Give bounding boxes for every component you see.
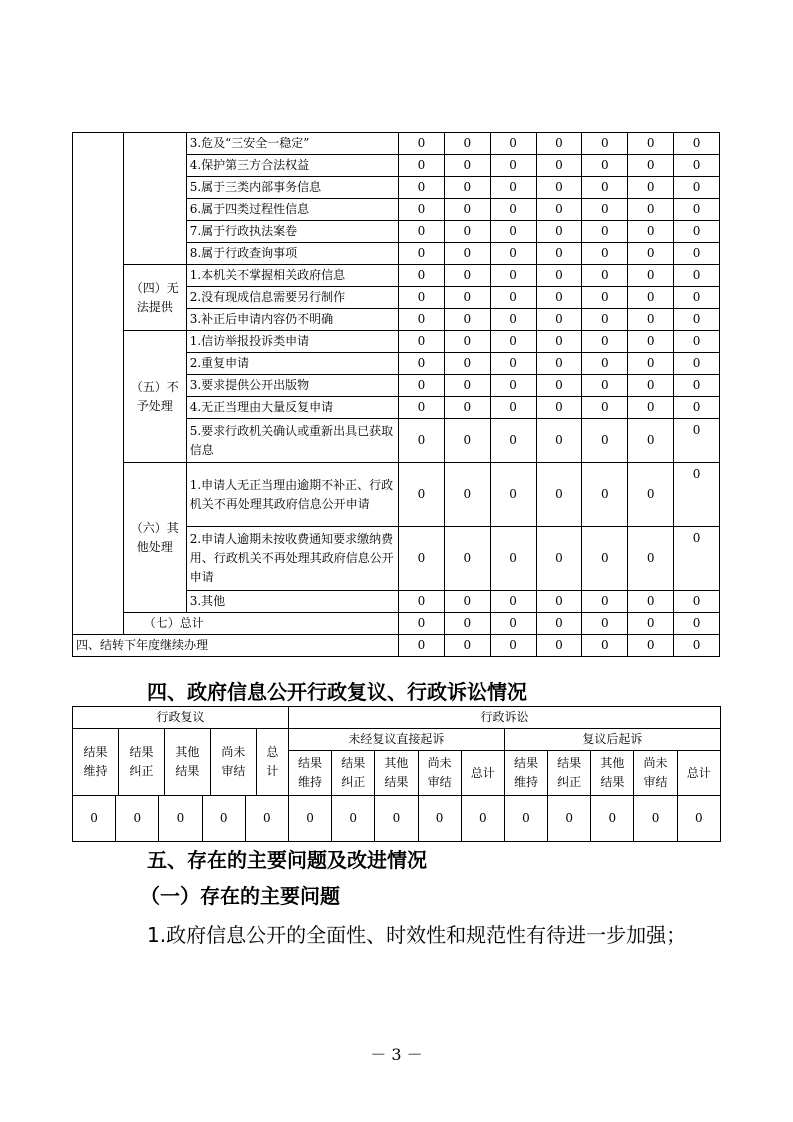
value-cell: 0 bbox=[674, 591, 720, 613]
value-cell: 0 bbox=[490, 177, 536, 199]
review-cols-cell bbox=[73, 729, 289, 796]
value-cell: 0 bbox=[490, 397, 536, 419]
value-cell: 0 bbox=[536, 243, 582, 265]
problem-paragraph-1: 1.政府信息公开的全面性、时效性和规范性有待进一步加强； bbox=[147, 923, 687, 947]
value-cell: 0 bbox=[490, 265, 536, 287]
value-cell: 0 bbox=[444, 463, 490, 527]
value-cell: 0 bbox=[674, 353, 720, 375]
value-cell: 0 bbox=[582, 635, 628, 657]
value-cell: 0 bbox=[490, 375, 536, 397]
value-cell: 0 bbox=[444, 375, 490, 397]
value-cell: 0 bbox=[536, 463, 582, 527]
value-cell: 0 bbox=[582, 265, 628, 287]
value-cell: 0 bbox=[536, 397, 582, 419]
value-cell: 0 bbox=[399, 133, 445, 155]
value-cell: 0 bbox=[399, 199, 445, 221]
table-row bbox=[73, 463, 720, 527]
value-cell: 0 bbox=[536, 331, 582, 353]
value-cell: 0 bbox=[628, 635, 674, 657]
row-label: 8.属于行政查询事项 bbox=[186, 243, 398, 265]
review-header: 行政复议 bbox=[73, 707, 289, 729]
value-cell: 0 bbox=[444, 199, 490, 221]
value-cell: 0 bbox=[461, 796, 504, 842]
value-cell: 0 bbox=[490, 309, 536, 331]
disposal-table bbox=[72, 132, 720, 657]
value-cell: 0 bbox=[536, 177, 582, 199]
value-cell: 0 bbox=[674, 243, 720, 265]
value-cell: 0 bbox=[490, 287, 536, 309]
value-cell: 0 bbox=[444, 591, 490, 613]
value-cell: 0 bbox=[628, 419, 674, 463]
value-cell: 0 bbox=[674, 199, 720, 221]
value-cell: 0 bbox=[582, 199, 628, 221]
value-cell: 0 bbox=[399, 287, 445, 309]
value-cell: 0 bbox=[628, 199, 674, 221]
value-cell: 0 bbox=[399, 309, 445, 331]
after-col-label: 结果纠正 bbox=[548, 751, 591, 796]
row-label: 2.没有现成信息需要另行制作 bbox=[186, 287, 398, 309]
review-litigation-table bbox=[72, 706, 721, 842]
value-cell: 0 bbox=[582, 463, 628, 527]
value-cell: 0 bbox=[536, 309, 582, 331]
table-row bbox=[73, 133, 720, 155]
value-cell: 0 bbox=[628, 155, 674, 177]
value-cell: 0 bbox=[582, 397, 628, 419]
value-cell: 0 bbox=[582, 243, 628, 265]
value-cell: 0 bbox=[674, 397, 720, 419]
value-cell: 0 bbox=[674, 635, 720, 657]
value-cell: 0 bbox=[444, 177, 490, 199]
value-cell: 0 bbox=[628, 177, 674, 199]
value-cell: 0 bbox=[490, 591, 536, 613]
review-col-label: 结果纠正 bbox=[118, 729, 164, 795]
group-blank-cell bbox=[123, 133, 186, 265]
value-cell: 0 bbox=[490, 419, 536, 463]
value-cell: 0 bbox=[674, 155, 720, 177]
value-cell: 0 bbox=[490, 463, 536, 527]
value-cell: 0 bbox=[444, 353, 490, 375]
value-cell: 0 bbox=[536, 287, 582, 309]
review-col-label: 结果维持 bbox=[83, 745, 108, 778]
value-cell: 0 bbox=[536, 419, 582, 463]
value-cell: 0 bbox=[674, 419, 720, 463]
after-col-label: 尚未审结 bbox=[634, 751, 677, 796]
value-cell: 0 bbox=[628, 463, 674, 527]
value-cell: 0 bbox=[399, 591, 445, 613]
value-cell: 0 bbox=[536, 221, 582, 243]
value-cell: 0 bbox=[490, 353, 536, 375]
table-row bbox=[73, 265, 720, 287]
value-cell: 0 bbox=[591, 796, 634, 842]
value-cell: 0 bbox=[628, 331, 674, 353]
value-cell: 0 bbox=[444, 155, 490, 177]
problems-subheading: （一）存在的主要问题 bbox=[140, 884, 340, 908]
row-label: 3.危及“三安全一稳定” bbox=[186, 133, 398, 155]
row-label: 1.信访举报投诉类申请 bbox=[186, 331, 398, 353]
value-cell: 0 bbox=[674, 265, 720, 287]
value-cell: 0 bbox=[582, 331, 628, 353]
value-cell: 0 bbox=[490, 527, 536, 591]
value-cell: 0 bbox=[490, 155, 536, 177]
group-label: （四）无法提供 bbox=[123, 265, 186, 331]
value-cell: 0 bbox=[375, 796, 418, 842]
value-cell: 0 bbox=[536, 527, 582, 591]
carry-label: 四、结转下年度继续办理 bbox=[73, 635, 399, 657]
value-cell: 0 bbox=[490, 635, 536, 657]
value-cell: 0 bbox=[582, 287, 628, 309]
direct-col-label: 其他结果 bbox=[375, 751, 418, 796]
row-label: 2.重复申请 bbox=[186, 353, 398, 375]
value-cell: 0 bbox=[490, 221, 536, 243]
value-cell: 0 bbox=[444, 133, 490, 155]
value-cell: 0 bbox=[399, 613, 445, 635]
value-cell: 0 bbox=[73, 796, 116, 842]
row-label: 6.属于四类过程性信息 bbox=[186, 199, 398, 221]
value-cell: 0 bbox=[628, 591, 674, 613]
value-cell: 0 bbox=[536, 155, 582, 177]
value-cell: 0 bbox=[399, 353, 445, 375]
value-cell: 0 bbox=[444, 397, 490, 419]
value-cell: 0 bbox=[582, 613, 628, 635]
row-label: 2.申请人逾期未按收费通知要求缴纳费用、行政机关不再处理其政府信息公开申请 bbox=[186, 527, 398, 591]
row-label: 3.补正后申请内容仍不明确 bbox=[186, 309, 398, 331]
value-cell: 0 bbox=[536, 133, 582, 155]
value-cell: 0 bbox=[444, 419, 490, 463]
value-cell: 0 bbox=[490, 133, 536, 155]
value-cell: 0 bbox=[674, 133, 720, 155]
value-cell: 0 bbox=[628, 375, 674, 397]
row-label: 3.要求提供公开出版物 bbox=[186, 375, 398, 397]
row-label: 4.无正当理由大量反复申请 bbox=[186, 397, 398, 419]
value-cell: 0 bbox=[399, 527, 445, 591]
litigation-header: 行政诉讼 bbox=[288, 707, 720, 729]
value-cell: 0 bbox=[288, 796, 331, 842]
value-cell: 0 bbox=[399, 265, 445, 287]
value-cell: 0 bbox=[399, 177, 445, 199]
left-blank-cell bbox=[73, 133, 124, 635]
value-cell: 0 bbox=[116, 796, 159, 842]
value-cell: 0 bbox=[582, 221, 628, 243]
value-cell: 0 bbox=[444, 221, 490, 243]
value-cell: 0 bbox=[634, 796, 677, 842]
value-cell: 0 bbox=[490, 199, 536, 221]
row-label: 5.要求行政机关确认或重新出具已获取信息 bbox=[186, 419, 398, 463]
value-cell: 0 bbox=[582, 309, 628, 331]
value-cell: 0 bbox=[628, 287, 674, 309]
section4-heading: 四、政府信息公开行政复议、行政诉讼情况 bbox=[147, 680, 527, 704]
value-cell: 0 bbox=[399, 331, 445, 353]
page-number: － 3 － bbox=[370, 1045, 423, 1064]
value-cell: 0 bbox=[628, 353, 674, 375]
value-cell: 0 bbox=[444, 527, 490, 591]
row-label: 7.属于行政执法案卷 bbox=[186, 221, 398, 243]
direct-header: 未经复议直接起诉 bbox=[288, 729, 504, 751]
after-col-label: 结果维持 bbox=[504, 751, 547, 796]
after-header: 复议后起诉 bbox=[504, 729, 720, 751]
value-cell: 0 bbox=[399, 375, 445, 397]
value-cell: 0 bbox=[582, 177, 628, 199]
value-cell: 0 bbox=[504, 796, 547, 842]
value-cell: 0 bbox=[444, 331, 490, 353]
value-cell: 0 bbox=[674, 287, 720, 309]
value-cell: 0 bbox=[399, 463, 445, 527]
value-cell: 0 bbox=[674, 463, 720, 527]
review-col-label: 尚未审结 bbox=[210, 729, 256, 795]
value-cell: 0 bbox=[245, 796, 288, 842]
row-label: 3.其他 bbox=[186, 591, 398, 613]
value-cell: 0 bbox=[536, 591, 582, 613]
value-cell: 0 bbox=[582, 133, 628, 155]
value-cell: 0 bbox=[628, 613, 674, 635]
review-col-label: 其他结果 bbox=[164, 729, 210, 795]
value-cell: 0 bbox=[628, 221, 674, 243]
value-cell: 0 bbox=[399, 221, 445, 243]
value-cell: 0 bbox=[399, 635, 445, 657]
value-cell: 0 bbox=[444, 287, 490, 309]
value-cell: 0 bbox=[332, 796, 375, 842]
value-cell: 0 bbox=[628, 527, 674, 591]
value-cell: 0 bbox=[444, 613, 490, 635]
value-cell: 0 bbox=[674, 375, 720, 397]
value-cell: 0 bbox=[674, 309, 720, 331]
value-cell: 0 bbox=[418, 796, 461, 842]
value-cell: 0 bbox=[548, 796, 591, 842]
value-cell: 0 bbox=[536, 375, 582, 397]
value-cell: 0 bbox=[444, 309, 490, 331]
value-cell: 0 bbox=[444, 265, 490, 287]
value-cell: 0 bbox=[399, 155, 445, 177]
value-cell: 0 bbox=[399, 397, 445, 419]
total-row bbox=[73, 613, 720, 635]
value-cell: 0 bbox=[202, 796, 245, 842]
value-cell: 0 bbox=[628, 309, 674, 331]
value-cell: 0 bbox=[674, 331, 720, 353]
value-cell: 0 bbox=[674, 221, 720, 243]
row-label: 4.保护第三方合法权益 bbox=[186, 155, 398, 177]
value-cell: 0 bbox=[536, 265, 582, 287]
value-cell: 0 bbox=[444, 243, 490, 265]
total-label: （七）总计 bbox=[123, 613, 398, 635]
review-col-label: 总计 bbox=[256, 729, 288, 795]
direct-col-label: 总计 bbox=[461, 751, 504, 796]
carry-row bbox=[73, 635, 720, 657]
row-label: 1.本机关不掌握相关政府信息 bbox=[186, 265, 398, 287]
value-cell: 0 bbox=[582, 353, 628, 375]
row-label: 1.申请人无正当理由逾期不补正、行政机关不再处理其政府信息公开申请 bbox=[186, 463, 398, 527]
value-cell: 0 bbox=[399, 243, 445, 265]
value-cell: 0 bbox=[674, 527, 720, 591]
value-cell: 0 bbox=[490, 243, 536, 265]
direct-col-label: 结果纠正 bbox=[332, 751, 375, 796]
direct-col-label: 结果维持 bbox=[288, 751, 331, 796]
after-col-label: 其他结果 bbox=[591, 751, 634, 796]
value-cell: 0 bbox=[582, 419, 628, 463]
group-label: （五）不予处理 bbox=[123, 331, 186, 463]
value-cell: 0 bbox=[628, 243, 674, 265]
value-cell: 0 bbox=[628, 133, 674, 155]
value-cell: 0 bbox=[536, 353, 582, 375]
value-cell: 0 bbox=[536, 199, 582, 221]
value-cell: 0 bbox=[628, 265, 674, 287]
value-cell: 0 bbox=[399, 419, 445, 463]
table-row bbox=[73, 331, 720, 353]
value-cell: 0 bbox=[159, 796, 202, 842]
value-cell: 0 bbox=[674, 613, 720, 635]
value-cell: 0 bbox=[582, 527, 628, 591]
value-cell: 0 bbox=[536, 613, 582, 635]
value-cell: 0 bbox=[674, 177, 720, 199]
group-label: （六）其他处理 bbox=[123, 463, 186, 613]
value-cell: 0 bbox=[582, 375, 628, 397]
value-cell: 0 bbox=[628, 397, 674, 419]
section5-heading: 五、存在的主要问题及改进情况 bbox=[147, 848, 427, 872]
value-cell: 0 bbox=[444, 635, 490, 657]
value-cell: 0 bbox=[582, 591, 628, 613]
value-cell: 0 bbox=[536, 635, 582, 657]
value-cell: 0 bbox=[490, 331, 536, 353]
direct-col-label: 尚未审结 bbox=[418, 751, 461, 796]
value-cell: 0 bbox=[677, 796, 720, 842]
value-cell: 0 bbox=[582, 155, 628, 177]
after-col-label: 总计 bbox=[677, 751, 720, 796]
row-label: 5.属于三类内部事务信息 bbox=[186, 177, 398, 199]
value-cell: 0 bbox=[490, 613, 536, 635]
